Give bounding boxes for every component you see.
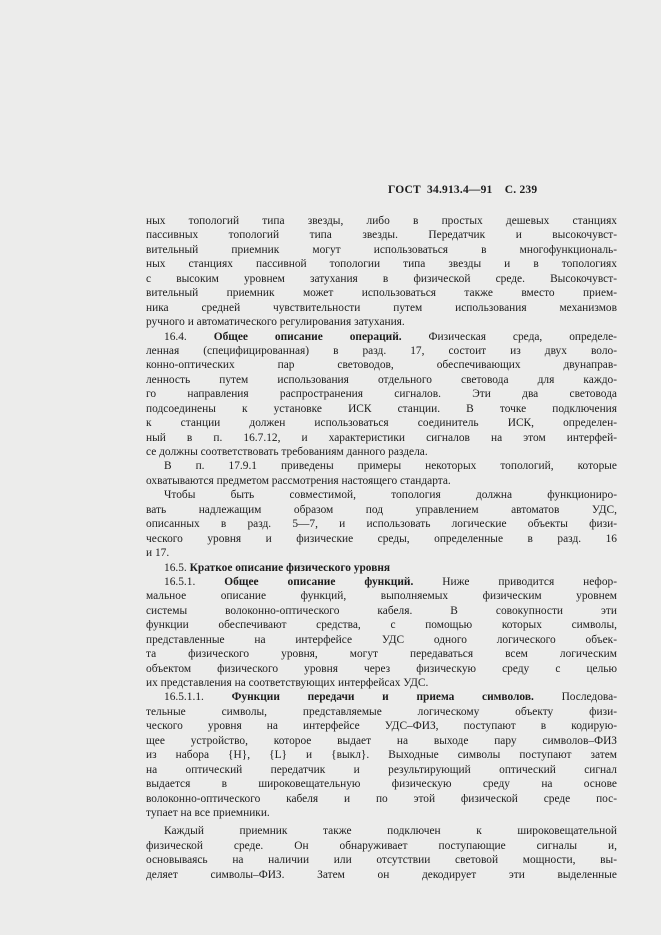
text-line: Чтобы быть совместимой, топология должна функциониро- (164, 489, 617, 502)
line-text: Физическая среда, определе- (401, 330, 617, 343)
text-line (146, 690, 617, 704)
section-heading: Краткое описание физического уровня (189, 561, 391, 574)
text-line: ческого уровня на интерфейсе УДС–ФИЗ, поступают в кодирую- (146, 720, 617, 733)
page-header: ГОСТ 34.913.4—91 С. 239 (388, 184, 538, 196)
text-line: из набора {Н}, {L} и {выкл}. Выходные символы поступают затем (146, 749, 617, 762)
text-line: выдается в широковещательную физическую среду на основе (146, 778, 617, 791)
text-line: ных станциях пассивной топологии типа звезды и в топологиях (146, 258, 617, 271)
text-line: ручного и автоматического регулирования затухания. (146, 316, 405, 329)
text-line: ника средней чувствительности путем использования механизмов (146, 301, 617, 314)
text-line: тупает на все приемники. (146, 806, 270, 819)
text-line: охватываются предметом рассмотрения настоящего стандарта. (146, 474, 451, 487)
text-line: ленность путем использования отдельного световода для каждо- (146, 373, 617, 386)
section-number: 16.5.1.1. (164, 691, 232, 704)
text-line: вительный приемник могут использоваться в многофункциональ- (146, 243, 617, 256)
text-line: с высоким уровнем затухания в физической среде. Высокочувст- (146, 272, 617, 285)
text-line: функции обеспечивают средства, с помощью которых символы, (146, 619, 617, 632)
text-line: объектом физического уровня через физическую среду с целью (146, 662, 617, 675)
text-line: к станции должен использоваться соединитель ИСК, определен- (146, 417, 617, 430)
text-line: го направления распространения сигналов. Эти два световода (146, 388, 617, 401)
text-line: ленная (специфицированная) в разд. 17, состоит из двух воло- (146, 344, 617, 357)
section-heading: Функции передачи и приема символов. (231, 691, 534, 704)
section-heading: Общее описание функций. (224, 575, 414, 588)
text-line: и 17. (146, 547, 170, 560)
section-number: 16.5.1. (164, 575, 225, 588)
text-line: волоконно-оптического кабеля и по этой физической среде пос- (146, 792, 617, 805)
text-line: та физического уровня, могут передаваться всем логическим (146, 648, 617, 661)
text-line: подсоединены к установке ИСК станции. В точке подключения (146, 402, 617, 415)
text-line: системы волоконно-оптического кабеля. В совокупности эти (146, 604, 617, 617)
text-line: мальное описание функций, выполняемых физическим уровнем (146, 590, 617, 603)
text-line: пассивных топологий типа звезды. Передатчик и высокочувст- (146, 229, 617, 242)
section-number: 16.4. (164, 330, 214, 343)
text-line: на оптический передатчик и результирующий оптический сигнал (146, 763, 617, 776)
section-heading: Общее описание операций. (213, 330, 402, 343)
text-line: ческого уровня и физические среды, определенные в разд. 16 (146, 532, 617, 545)
line-text: Ниже приводится нефор- (413, 575, 618, 588)
text-line: физической среде. Он обнаруживает поступающие сигналы и, (146, 839, 617, 852)
text-line: Каждый приемник также подключен к широковещательной (164, 825, 617, 838)
text-line: их представления на соответствующих интерфейсах УДС. (146, 677, 429, 689)
text-line: ный в п. 16.7.12, и характеристики сигналов на этом интерфей- (146, 431, 617, 444)
text-line: щее устройство, которое выдает на выходе пару символов–ФИЗ (146, 734, 617, 747)
text-line: вать надлежащим образом под управлением автоматов УДС, (146, 503, 617, 516)
section-number: 16.5. (164, 561, 190, 574)
text-line: В п. 17.9.1 приведены примеры некоторых топологий, которые (164, 460, 617, 473)
text-line: конно-оптических пар световодов, обеспечивающих двунаправ- (146, 359, 617, 372)
text-line: ных топологий типа звезды, либо в простых дешевых станциях (146, 215, 617, 227)
body-text (146, 214, 617, 882)
text-line: представленные на интерфейсе УДС одного логического объек- (146, 633, 617, 646)
text-line: вительный приемник может использоваться также вместо прием- (146, 287, 617, 300)
text-line (146, 330, 617, 344)
text-line: описанных в разд. 5—7, и использовать логические объекты физи- (146, 518, 617, 531)
text-line (146, 575, 617, 589)
line-text: Последова- (533, 691, 617, 704)
text-line (146, 561, 617, 575)
text-line: основываясь на наличии или отсутствии световой мощности, вы- (146, 854, 617, 867)
text-line: се должны соответствовать требованиям данного раздела. (146, 446, 428, 458)
text-line: деляет символы–ФИЗ. Затем он декодирует эти выделенные (146, 868, 617, 881)
text-line: тельные символы, представляемые логическому объекту физи- (146, 705, 617, 718)
